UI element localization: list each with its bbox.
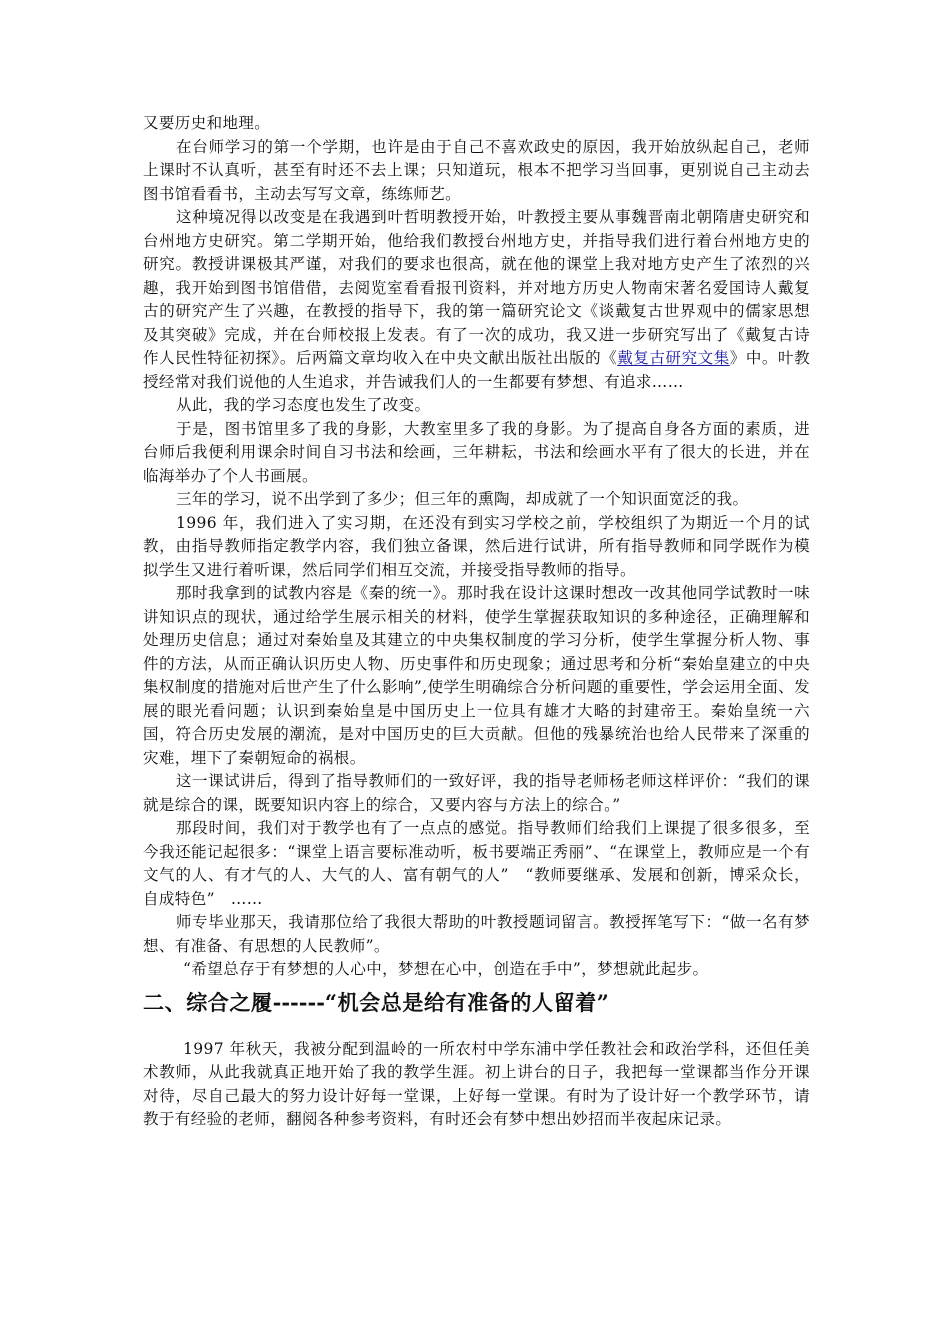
section-heading <box>143 986 810 1020</box>
heading-dashes: ------ <box>272 989 325 1015</box>
paragraph: 1997 年秋天，我被分配到温岭的一所农村中学东浦中学任教社会和政治学科，还但任美术教师，从此我就真正地开始了我的教学生涯。初上讲台的日子，我把每一堂课都当作分开课对待，尽自己最大的努力设计好每一堂课，上好每一堂课。有时为了设计好一个教学环节，请教于有经验的老师，翻阅各种参考资料，有时还会有梦中想出妙招而半夜起床记录。 <box>143 1039 810 1128</box>
paragraph: 于是，图书馆里多了我的身影，大教室里多了我的身影。为了提高自身各方面的素质，进台师后我便利用课余时间自习书法和绘画，三年耕耘，书法和绘画水平有了很大的长进，并在临海举办了个人书画展。 <box>143 419 810 485</box>
paragraph: 三年的学习，说不出学到了多少；但三年的熏陶，却成就了一个知识面宽泛的我。 <box>176 490 749 508</box>
document-page <box>143 112 810 1132</box>
paragraph: 师专毕业那天，我请那位给了我很大帮助的叶教授题词留言。教授挥笔写下：“做一名有梦想、有准备、有思想的人民教师”。 <box>143 913 810 955</box>
paragraph: 这一课试讲后，得到了指导教师们的一致好评，我的指导老师杨老师这样评价：“我们的课就是综合的课，既要知识内容上的综合，又要内容与方法上的综合。” <box>143 772 810 814</box>
heading-prefix: 二、综合之履 <box>143 989 273 1015</box>
paragraph: 1996 年，我们进入了实习期，在还没有到实习学校之前，学校组织了为期近一个月的试教，由指导教师指定教学内容，我们独立备课，然后进行试讲，所有指导教师和同学既作为模拟学生又进行着听课，然后同学们相互交流，并接受指导教师的指导。 <box>143 513 810 579</box>
paragraph-text: 这种境况得以改变是在我遇到叶哲明教授开始，叶教授主要从事魏晋南北朝隋唐史研究和台州地方史研究。第二学期开始，他给我们教授台州地方史，并指导我们进行着台州地方史的研究。教授讲课极其严谨，对我们的要求也很高，就在他的课堂上我对地方史产生了浓烈的兴趣，我开始到图书馆借借，去阅览室看看报刊资料，并对地方历史人物南宋著名爱国诗人戴复古的研究产生了兴趣，在教授的指导下，我的第一篇研究论文《谈戴复古世界观中的儒家思想及其突破》完成，并在台师校报上发表。有了一次的成功，我又进一步研究写出了《戴复古诗作人民性特征初探》。后两篇文章均收入在中央文献出版社出版的《 <box>143 208 810 367</box>
paragraph-text: 》中。叶教授经常对我们说他的人生追求，并告诫我们人的一生都要有梦想、有追求…… <box>143 349 810 391</box>
paragraph: 又要历史和地理。 <box>143 114 271 132</box>
paragraph-with-link <box>143 206 810 394</box>
paragraph: 那时我拿到的试教内容是《秦的统一》。那时我在设计这课时想改一改其他同学试教时一味讲知识点的现状，通过给学生展示相关的材料，使学生掌握获取知识的多种途径，正确理解和处理历史信息；通过对秦始皇及其建立的中央集权制度的学习分析，使学生掌握分析人物、事件的方法，从而正确认识历史人物、历史事件和历史现象；通过思考和分析“秦始皇建立的中央集权制度的措施对后世产生了什么影响”,使学生明确综合分析问题的重要性，学会运用全面、发展的眼光看问题；认识到秦始皇是中国历史上一位具有雄才大略的封建帝王。秦始皇统一六国，符合历史发展的潮流，是对中国历史的巨大贡献。但他的残暴统治也给人民带来了深重的灾难，埋下了秦朝短命的祸根。 <box>143 584 810 767</box>
heading-title: “机会总是给有准备的人留着” <box>324 989 610 1015</box>
paragraph: “希望总存于有梦想的人心中，梦想在心中，创造在手中”，梦想就此起步。 <box>183 960 709 978</box>
paragraph: 那段时间，我们对于教学也有了一点点的感觉。指导教师们给我们上课提了很多很多，至今我还能记起很多：“课堂上语言要标准动听，板书要端正秀丽”、“在课堂上，教师应是一个有文气的人、有才气的人、大气的人、富有朝气的人” “教师要继承、发展和创新，博采众长，自成特色” …… <box>143 819 810 908</box>
section-body <box>143 1038 810 1132</box>
paragraph: 从此，我的学习态度也发生了改变。 <box>176 396 431 414</box>
paragraph: 在台师学习的第一个学期，也许是由于自己不喜欢政史的原因，我开始放纵起自己，老师上课时不认真听，甚至有时还不去上课；只知道玩，根本不把学习当回事，更别说自己主动去图书馆看看书，主动去写写文章，练练师艺。 <box>143 137 810 203</box>
book-title-link[interactable]: 戴复古研究文集 <box>617 349 730 367</box>
